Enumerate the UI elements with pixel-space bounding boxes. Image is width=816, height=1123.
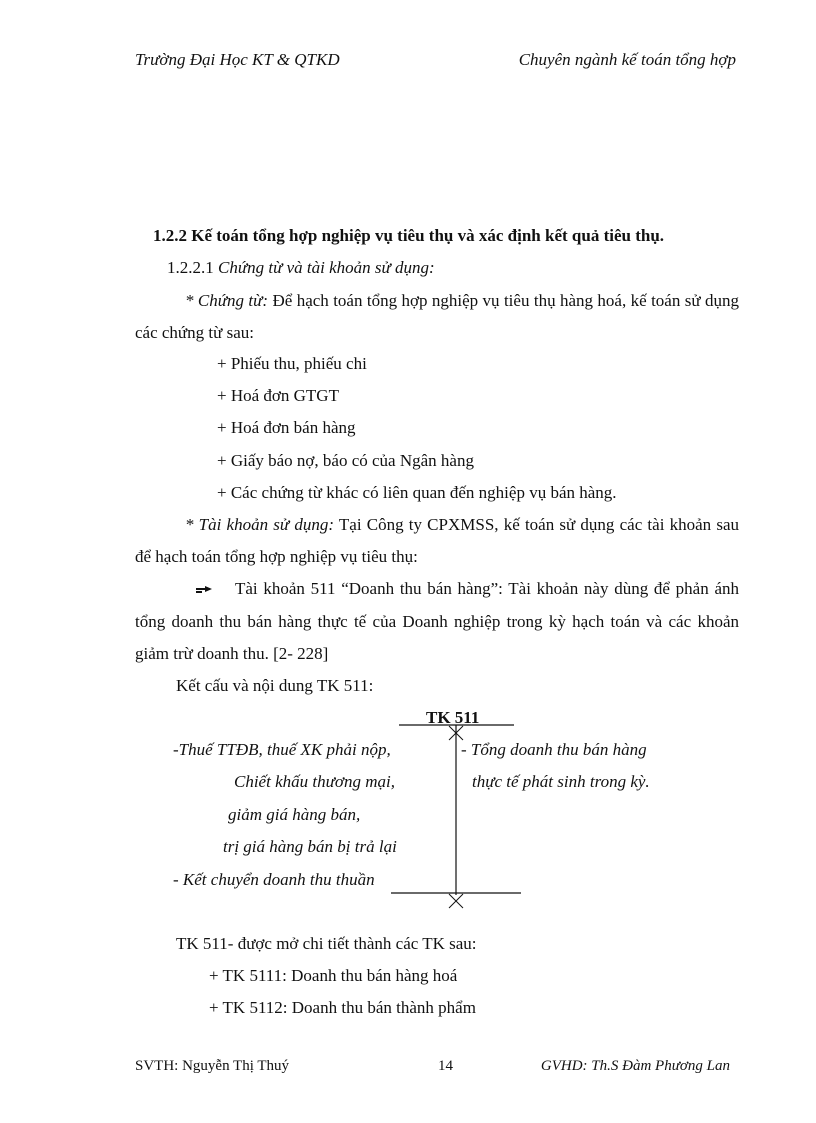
- debit-line-3: giảm giá hàng bán,: [228, 805, 361, 824]
- footer-advisor: GVHD: Th.S Đàm Phương Lan: [540, 1058, 730, 1074]
- document-item-3: + Hoá đơn bán hàng: [217, 418, 356, 437]
- header-left: Trường Đại Học KT & QTKD: [135, 50, 340, 69]
- tk511-text: Tài khoản 511 “Doanh thu bán hàng”: Tài khoản này dùng để phản ánh tổng doanh thu bán hàng thực tế của Doanh nghiệp trong kỳ hạch toán và các khoản giảm trừ doanh thu. [2- 228]: [135, 579, 739, 664]
- taikhoan-text: Tại Công ty CPXMSS, kế toán sử dụng các tài khoản sau để hạch toán tổng hợp nghiệp vụ tiêu thụ:: [135, 515, 740, 566]
- credit-line-1: - Tổng doanh thu bán hàng: [461, 740, 647, 759]
- debit-line-5: - Kết chuyển doanh thu thuần: [173, 870, 375, 889]
- header-right: Chuyên ngành kế toán tổng hợp: [518, 50, 736, 69]
- debit-line-2: Chiết khấu thương mại,: [234, 772, 395, 791]
- debit-line-4: trị giá hàng bán bị trả lại: [223, 837, 397, 856]
- subsection-title: Chứng từ và tài khoản sử dụng:: [218, 258, 435, 277]
- t-account-title: TK 511: [426, 708, 480, 727]
- ketcau-label: Kết cấu và nội dung TK 511:: [176, 676, 374, 695]
- detail-intro: TK 511- được mở chi tiết thành các TK sau:: [176, 934, 477, 953]
- credit-line-2: thực tế phát sinh trong kỳ.: [472, 772, 650, 791]
- taikhoan-label: * Tài khoản sử dụng:: [185, 515, 335, 534]
- detail-item-2: + TK 5112: Doanh thu bán thành phẩm: [209, 998, 476, 1017]
- document-item-1: + Phiếu thu, phiếu chi: [217, 354, 367, 373]
- document-item-5: + Các chứng từ khác có liên quan đến nghiệp vụ bán hàng.: [217, 483, 617, 502]
- document-item-4: + Giấy báo nợ, báo có của Ngân hàng: [217, 451, 474, 470]
- page-number: 14: [438, 1058, 453, 1074]
- chungtu-text: Để hạch toán tổng hợp nghiệp vụ tiêu thụ hàng hoá, kế toán sử dụng các chứng từ sau:: [135, 291, 739, 342]
- debit-line-1: -Thuế TTĐB, thuế XK phải nộp,: [173, 740, 391, 759]
- detail-item-1: + TK 5111: Doanh thu bán hàng hoá: [209, 966, 458, 985]
- chungtu-label: * Chứng từ:: [185, 291, 269, 310]
- document-item-2: + Hoá đơn GTGT: [217, 386, 339, 405]
- section-title: 1.2.2 Kế toán tổng hợp nghiệp vụ tiêu thụ và xác định kết quả tiêu thụ.: [153, 226, 665, 245]
- subsection-number: 1.2.2.1: [167, 258, 218, 277]
- footer-student: SVTH: Nguyễn Thị Thuý: [135, 1058, 290, 1074]
